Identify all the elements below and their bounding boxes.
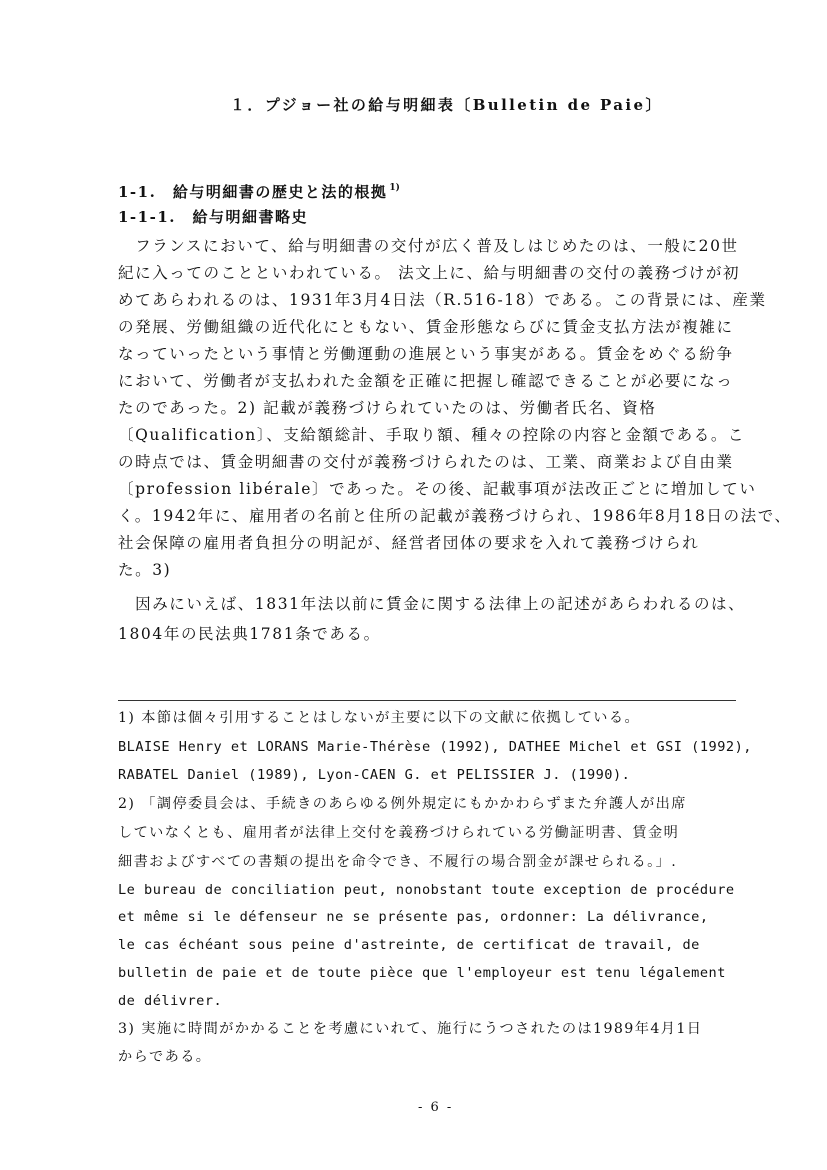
body-line: 〔profession libérale〕であった。その後、記載事項が法改正ごとに増加してい <box>118 480 757 498</box>
footnote-line: RABATEL Daniel (1989), Lyon-CAEN G. et PELISSIER J. (1990). <box>118 767 631 783</box>
footnote-ref-1: 1) <box>389 183 400 193</box>
body-line: なっていったという事情と労働運動の進展という事実がある。賃金をめぐる紛争 <box>118 345 734 363</box>
body-line: 因みにいえば、1831年法以前に賃金に関する法律上の記述があらわれるのは、 <box>118 595 746 613</box>
body-line: において、労働者が支払われた金額を正確に把握し確認できることが必要になっ <box>118 372 734 390</box>
footnote-line: Le bureau de conciliation peut, nonobstant toute exception de procédure <box>118 882 735 898</box>
footnote-line: 細書およびすべての書類の提出を命令でき、不履行の場合罰金が課せられる。」. <box>118 854 678 870</box>
footnote-line: de délivrer. <box>118 993 223 1009</box>
body-line: めてあらわれるのは、1931年3月4日法（R.516-18）である。この背景には、産業 <box>118 291 767 309</box>
section-heading <box>118 178 400 202</box>
footnote-line: していなくとも、雇用者が法律上交付を義務づけられている労働証明書、賃金明 <box>118 825 680 841</box>
body-line: の発展、労働組織の近代化にともない、賃金形態ならびに賃金支払方法が複雑に <box>118 318 734 336</box>
body-line: た。3) <box>118 561 172 579</box>
footnote-line: からである。 <box>118 1049 212 1065</box>
footnote-line: 1) 本節は個々引用することはしないが主要に以下の文献に依拠している。 <box>118 710 641 726</box>
footnote-line: le cas échéant sous peine d'astreinte, de certificat de travail, de <box>118 937 700 953</box>
footnote-line: 3) 実施に時間がかかることを考慮にいれて、施行にうつされたのは1989年4月1日 <box>118 1021 703 1037</box>
body-line: 1804年の民法典1781条である。 <box>118 625 381 643</box>
subsection-heading: 1-1-1. 給与明細書略史 <box>118 208 308 226</box>
footnote-line: 2) 「調停委員会は、手続きのあらゆる例外規定にもかかわらずまた弁護人が出席 <box>118 796 687 812</box>
footnote-line: BLAISE Henry et LORANS Marie-Thérèse (1992), DATHEE Michel et GSI (1992), <box>118 739 752 755</box>
section-heading-text: 1-1. 給与明細書の歴史と法的根拠 <box>118 183 388 201</box>
body-line: 紀に入ってのことといわれている。 法文上に、給与明細書の交付の義務づけが初 <box>118 264 741 282</box>
body-line: の時点では、賃金明細書の交付が義務づけられたのは、工業、商業および自由業 <box>118 453 734 471</box>
body-line: 〔Qualification〕、支給額総計、手取り額、種々の控除の内容と金額である。こ <box>118 426 746 444</box>
footnote-line: bulletin de paie et de toute pièce que l'employeur est tenu légalement <box>118 965 726 981</box>
footnote-separator <box>118 700 736 701</box>
body-line: 社会保障の雇用者負担分の明記が、経営者団体の要求を入れて義務づけられ <box>118 534 700 552</box>
body-line: フランスにおいて、給与明細書の交付が広く普及しはじめたのは、一般に20世 <box>118 237 739 255</box>
body-line: たのであった。2) 記載が義務づけられていたのは、労働者氏名、資格 <box>118 399 657 417</box>
page-number: - 6 - <box>418 1100 454 1115</box>
body-line: く。1942年に、雇用者の名前と住所の記載が義務づけられ、1986年8月18日の法で、 <box>118 507 792 525</box>
page-title: １．プジョー社の給与明細表〔Bulletin de Paie〕 <box>230 96 663 114</box>
footnote-line: et même si le défenseur ne se présente pas, ordonner: La délivrance, <box>118 909 709 925</box>
